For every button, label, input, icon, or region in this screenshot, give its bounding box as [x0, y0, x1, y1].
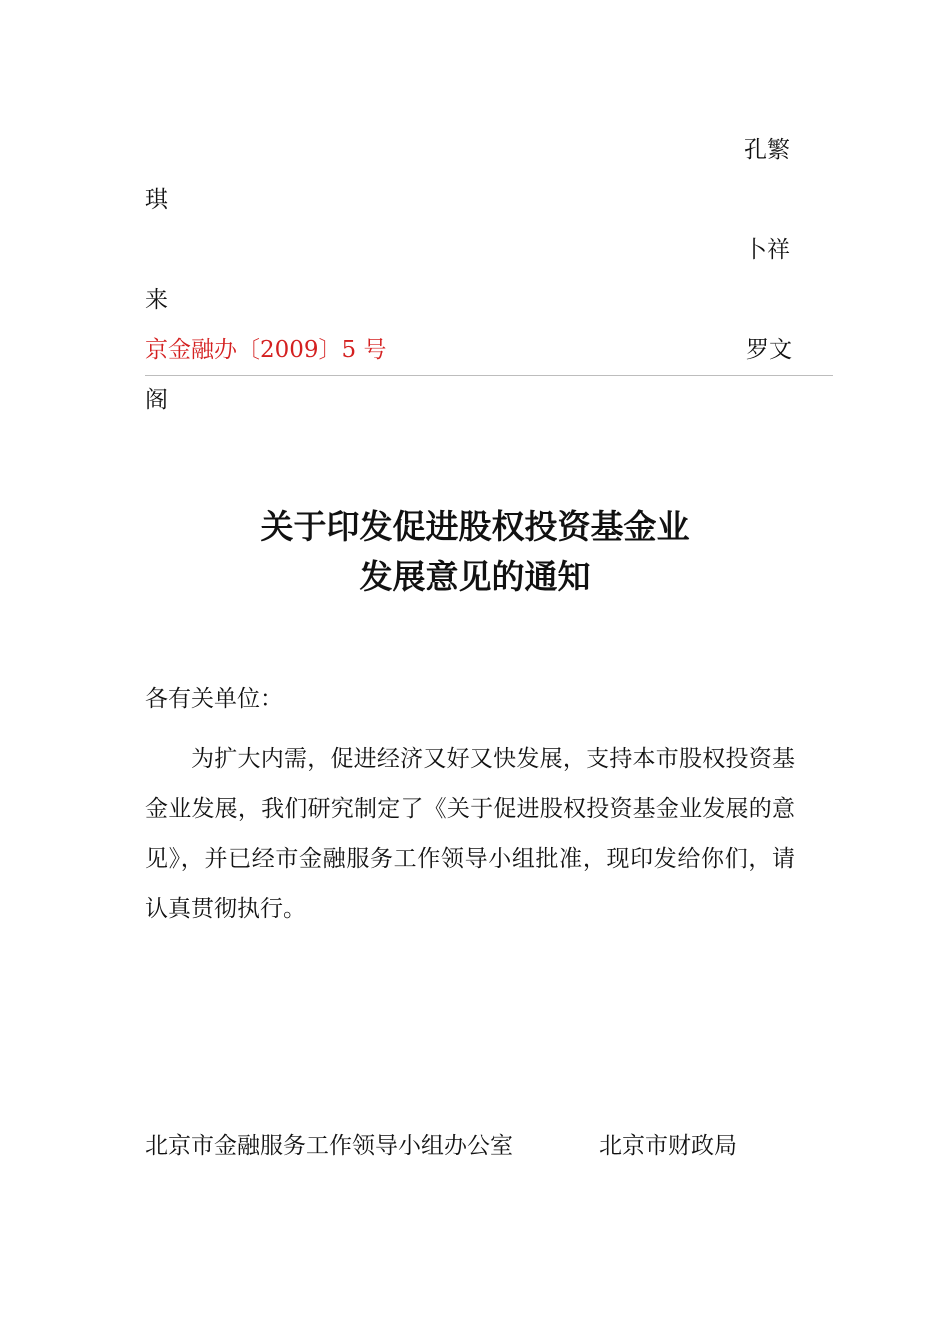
- header-divider: [145, 375, 833, 376]
- issuer-finance-bureau: 北京市财政局: [599, 1133, 737, 1159]
- signatory-name-1-part-2: 琪: [145, 187, 168, 213]
- signatory-name-2-part-1: 卜祥: [744, 237, 790, 263]
- signatory-name-2-part-2: 来: [145, 287, 168, 313]
- signatory-name-1-part-1: 孔繁: [744, 137, 790, 163]
- issuer-finance-office: 北京市金融服务工作领导小组办公室: [145, 1133, 513, 1159]
- salutation: 各有关单位：: [145, 686, 283, 712]
- document-number: 京金融办〔2009〕5 号: [145, 337, 387, 363]
- signatory-name-3-part-2: 阁: [145, 387, 168, 413]
- document-title-line-2: 发展意见的通知: [359, 557, 591, 596]
- document-title-line-1: 关于印发促进股权投资基金业: [260, 507, 690, 546]
- body-paragraph: 为扩大内需，促进经济又好又快发展，支持本市股权投资基金业发展，我们研究制定了《关于促进股权投资基金业发展的意见》，并已经市金融服务工作领导小组批准，现印发给你们，请认真贯彻执行。: [145, 746, 795, 922]
- signatory-name-3-part-1: 罗文: [746, 337, 792, 363]
